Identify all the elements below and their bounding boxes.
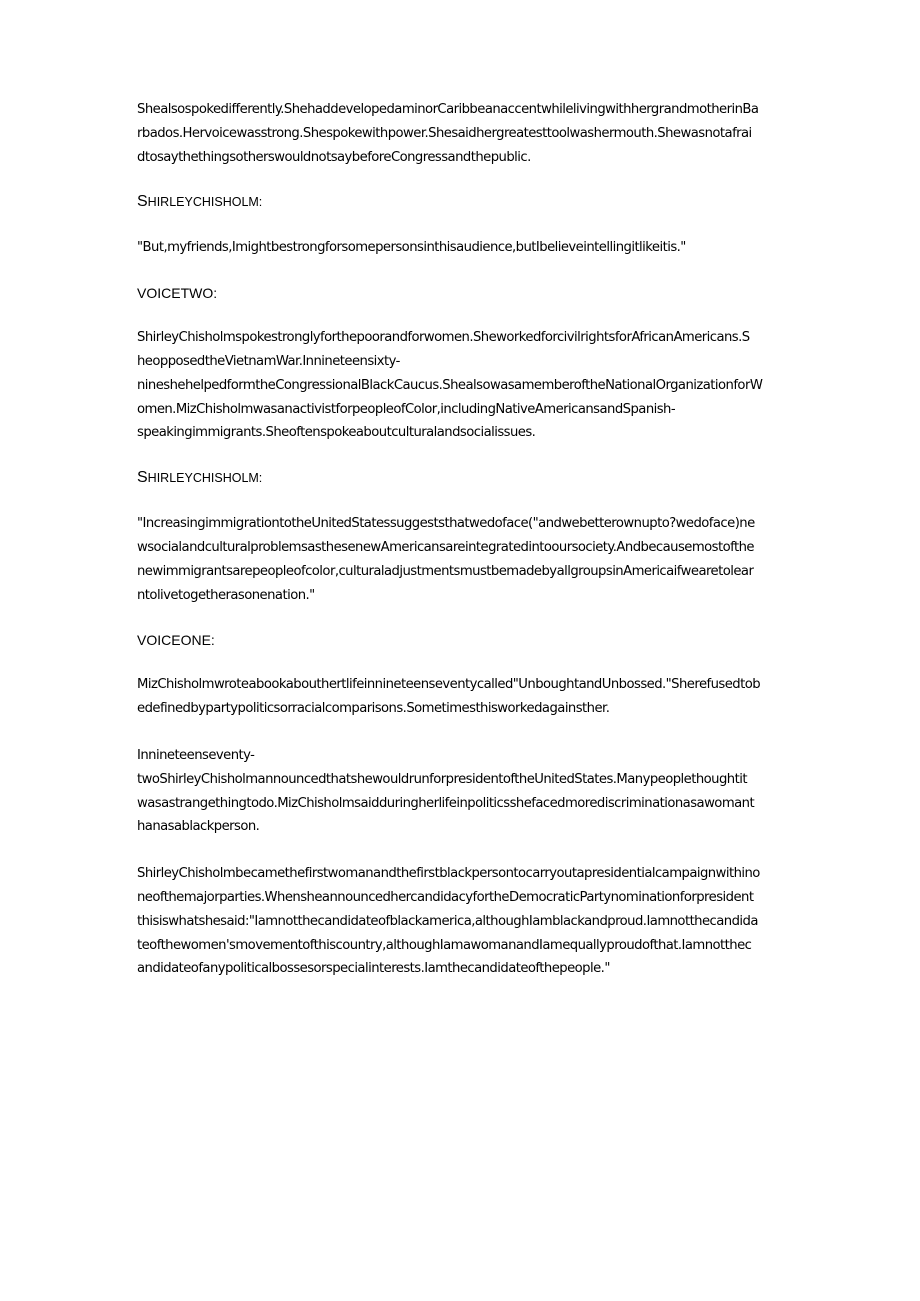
line: rbados.Hervoicewasstrong.Shespokewithpower.Shesaidhergreatesttoolwashermouth.Shewasnotafrai xyxy=(137,125,752,141)
paragraph-candidacy xyxy=(137,862,787,981)
speaker-label-chisholm-1 xyxy=(137,191,787,213)
line: heopposedtheVietnamWar.Innineteensixty- xyxy=(137,353,400,369)
line: wsocialandculturalproblemsasthesenewAmericansareintegratedintooursociety.Andbecausemostofthe xyxy=(137,539,754,555)
line: neofthemajorparties.WhensheannouncedhercandidacyfortheDemocraticPartynominationforpresident xyxy=(137,889,754,905)
quote-strong: "But,myfriends,Imightbestrongforsomepersonsinthisaudience,butIbelieveintellingitlikeitis." xyxy=(137,240,686,256)
speaker-label-voice-one: VOICEONE: xyxy=(137,632,215,649)
speaker-rest: HIRLEYCHISHOLM: xyxy=(147,471,263,486)
line: ntolivetogetherasonenation." xyxy=(137,587,315,603)
line: MizChisholmwroteabookabouthertlifeinnineteenseventycalled"UnboughtandUnbossed."Sherefusedtob xyxy=(137,677,761,693)
paragraph-book xyxy=(137,673,787,721)
line: Shealsospokedifferently.ShehaddevelopedaminorCaribbeanaccentwhilelivingwithhergrandmotherinBa xyxy=(137,102,759,117)
line: edefinedbypartypoliticsorracialcomparisons.Sometimesthisworkedagainsther. xyxy=(137,701,610,717)
paragraph-activism xyxy=(137,326,787,445)
line: speakingimmigrants.Sheoftenspokeaboutculturalandsocialissues. xyxy=(137,425,536,441)
line: newimmigrantsarepeopleofcolor,culturaladjustmentsmustbemadebyallgroupsinAmericaifwearetolear xyxy=(137,563,754,579)
line: nineshehelpedformtheCongressionalBlackCaucus.ShealsowasamemberoftheNationalOrganizationforW xyxy=(137,377,763,393)
paragraph-accent xyxy=(137,98,787,169)
line: ShirleyChisholmbecamethefirstwomanandthefirstblackpersontocarryoutapresidentialcampaignwithino xyxy=(137,866,760,882)
speaker-label-voice-two: VOICETWO: xyxy=(137,285,218,302)
speaker-label-chisholm-2 xyxy=(137,467,787,489)
line: "IncreasingimmigrationtotheUnitedStatessuggeststhatwedoface("andwebetterownupto?wedoface)ne xyxy=(137,516,755,532)
speaker-rest: HIRLEYCHISHOLM: xyxy=(147,195,263,210)
line: ShirleyChisholmspokestronglyforthepoorandforwomen.SheworkedforcivilrightsforAfricanAmericans.S xyxy=(137,330,750,346)
speaker-initial: S xyxy=(137,193,148,211)
line: thisiswhatshesaid:"Iamnotthecandidateofblackamerica,althoughIamblackandproud.Iamnotthecandida xyxy=(137,913,758,929)
quote-immigration xyxy=(137,512,787,607)
line: dtosaythethingsotherswouldnotsaybeforeCongressandthepublic. xyxy=(137,149,531,165)
document-page xyxy=(137,98,787,981)
line: teofthewomen'smovementofthiscountry,althoughIamawomanandIamequallyproudofthat.Iamnotthec xyxy=(137,937,752,953)
line: andidateofanypoliticalbossesorspecialinterests.Iamthecandidateofthepeople." xyxy=(137,961,610,977)
line: hanasablackperson. xyxy=(137,819,260,835)
line: wasastrangethingtodo.MizChisholmsaidduringherlifeinpoliticsshefacedmorediscriminationasawomant xyxy=(137,795,755,811)
paragraph-president-run xyxy=(137,744,787,839)
speaker-initial: S xyxy=(137,469,148,487)
line: Innineteenseventy- xyxy=(137,747,255,763)
line: twoShirleyChisholmannouncedthatshewouldrunforpresidentoftheUnitedStates.Manypeoplethoughtit xyxy=(137,771,747,787)
line: omen.MizChisholmwasanactivistforpeopleofColor,includingNativeAmericansandSpanish- xyxy=(137,401,676,417)
